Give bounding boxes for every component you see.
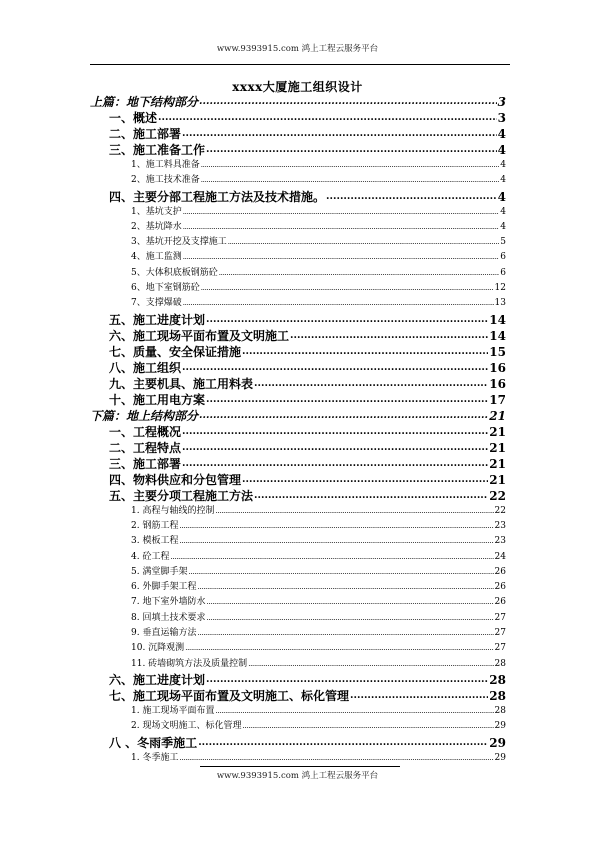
toc-dot-leader	[179, 519, 493, 534]
toc-entry-sec[interactable]	[90, 672, 506, 688]
toc-entry-sub[interactable]	[90, 719, 506, 734]
toc-entry-title: 2. 现场文明施工、标化管理	[131, 721, 242, 732]
toc-entry-title: 10. 沉降观测	[131, 643, 185, 654]
toc-dot-leader	[206, 392, 488, 408]
toc-entry-title: 2. 钢筋工程	[131, 520, 179, 531]
toc-entry-sec[interactable]	[90, 142, 506, 158]
toc-entry-sub[interactable]	[90, 504, 506, 519]
toc-entry-sec[interactable]	[90, 488, 506, 504]
toc-entry-sec[interactable]	[90, 110, 506, 126]
toc-entry-title: 7、支撑爆破	[131, 298, 182, 309]
toc-entry-title: 六、施工现场平面布置及文明施工	[109, 328, 290, 343]
toc-entry-sub[interactable]	[90, 235, 506, 250]
toc-dot-leader	[199, 408, 488, 424]
toc-dot-leader	[182, 360, 488, 376]
toc-entry-title: 2、基坑降水	[131, 221, 182, 232]
toc-entry-sec[interactable]	[90, 688, 506, 704]
toc-page-number: 17	[489, 392, 506, 407]
toc-dot-leader	[201, 173, 500, 188]
toc-entry-title: 一、概述	[109, 111, 158, 125]
toc-entry-sub[interactable]	[90, 519, 506, 534]
toc-page-number: 27	[494, 612, 506, 623]
toc-page-number: 21	[489, 472, 506, 487]
toc-entry-sec[interactable]	[90, 344, 506, 360]
toc-entry-title: 上篇：地下结构部分	[90, 95, 199, 109]
page-header: www.9393915.com 鸿上工程云服务平台	[216, 44, 379, 54]
toc-entry-sub[interactable]	[90, 296, 506, 311]
toc-entry-title: 八、施工组织	[109, 360, 182, 375]
table-of-contents	[90, 94, 506, 766]
toc-entry-title: 8. 回填土技术要求	[131, 612, 206, 623]
toc-entry-sub[interactable]	[90, 611, 506, 626]
toc-entry-sub[interactable]	[90, 565, 506, 580]
toc-dot-leader	[183, 250, 500, 265]
toc-page-number: 23	[494, 536, 506, 547]
toc-entry-title: 4、施工监测	[131, 252, 182, 263]
toc-dot-leader	[206, 312, 488, 328]
toc-entry-title: 4. 砼工程	[131, 551, 170, 562]
toc-page-number: 15	[489, 344, 506, 359]
toc-page-number: 26	[494, 582, 506, 593]
toc-page-number: 28	[489, 672, 506, 687]
toc-page-number: 29	[494, 752, 506, 763]
toc-dot-leader	[182, 440, 488, 456]
toc-entry-title: 9. 垂直运输方法	[131, 628, 197, 639]
header-rule	[90, 64, 510, 65]
page-footer: www.9393915.com 鸿上工程云服务平台	[216, 771, 379, 781]
toc-page-number: 26	[494, 566, 506, 577]
toc-entry-title: 九、主要机具、施工用料表	[109, 376, 254, 391]
toc-entry-sub[interactable]	[90, 534, 506, 549]
toc-dot-leader	[201, 158, 500, 173]
toc-entry-title: 六、施工进度计划	[109, 672, 206, 687]
toc-page-number: 21	[489, 408, 506, 423]
toc-entry-title: 四、物料供应和分包管理	[109, 472, 242, 487]
toc-entry-sub[interactable]	[90, 205, 506, 220]
toc-entry-title: 11. 砖墙砌筑方法及质量控制	[131, 658, 248, 669]
toc-dot-leader	[182, 126, 497, 142]
toc-page-number: 28	[494, 658, 506, 669]
toc-dot-leader	[254, 376, 488, 392]
toc-dot-leader	[206, 142, 497, 158]
toc-entry-sec[interactable]	[90, 472, 506, 488]
toc-dot-leader	[215, 504, 493, 519]
toc-entry-sec[interactable]	[90, 328, 506, 344]
toc-page-number: 27	[494, 628, 506, 639]
toc-entry-sub[interactable]	[90, 641, 506, 656]
toc-dot-leader	[206, 595, 493, 610]
toc-entry-title: 3. 模板工程	[131, 536, 179, 547]
toc-entry-title: 十、施工用电方案	[109, 392, 206, 407]
toc-dot-leader	[183, 296, 494, 311]
toc-entry-sec[interactable]	[90, 360, 506, 376]
toc-page-number: 22	[494, 505, 506, 516]
toc-page-number: 5	[500, 237, 506, 248]
toc-entry-sec[interactable]	[90, 735, 506, 751]
toc-page-number: 4	[497, 189, 506, 204]
toc-entry-sub[interactable]	[90, 266, 506, 281]
toc-entry-part[interactable]	[90, 408, 506, 424]
toc-dot-leader	[179, 751, 493, 766]
toc-page-number: 6	[500, 252, 506, 263]
toc-page-number: 16	[489, 360, 506, 375]
toc-entry-sec[interactable]	[90, 312, 506, 328]
toc-entry-title: 三、施工部署	[109, 456, 182, 471]
toc-entry-sub[interactable]	[90, 281, 506, 296]
toc-dot-leader	[197, 626, 493, 641]
toc-page-number: 28	[489, 688, 506, 703]
toc-entry-sub[interactable]	[90, 657, 506, 672]
toc-dot-leader	[201, 281, 494, 296]
toc-entry-sub[interactable]	[90, 580, 506, 595]
toc-dot-leader	[182, 424, 488, 440]
toc-entry-title: 二、工程特点	[109, 440, 182, 455]
toc-page-number: 12	[494, 283, 506, 294]
toc-entry-sec[interactable]	[90, 440, 506, 456]
toc-dot-leader	[326, 189, 497, 205]
toc-page-number: 23	[494, 520, 506, 531]
toc-page-number: 4	[497, 127, 506, 141]
toc-page-number: 4	[500, 221, 506, 232]
toc-page-number: 14	[489, 328, 506, 343]
toc-dot-leader	[206, 672, 488, 688]
toc-entry-part[interactable]	[90, 94, 506, 110]
toc-dot-leader	[206, 611, 493, 626]
toc-entry-sub[interactable]	[90, 626, 506, 641]
toc-entry-title: 6. 外脚手架工程	[131, 582, 197, 593]
footer-rule	[200, 766, 400, 767]
toc-dot-leader	[248, 657, 493, 672]
toc-page-number: 4	[500, 206, 506, 217]
toc-dot-leader	[290, 328, 488, 344]
toc-entry-title: 七、质量、安全保证措施	[109, 344, 242, 359]
toc-entry-sub[interactable]	[90, 704, 506, 719]
toc-page-number: 16	[489, 376, 506, 391]
toc-entry-title: 1、施工料具准备	[131, 160, 200, 170]
toc-dot-leader	[183, 220, 500, 235]
toc-entry-title: 2、施工技术准备	[131, 175, 200, 186]
toc-entry-title: 1. 高程与轴线的控制	[131, 505, 215, 516]
toc-dot-leader	[183, 205, 500, 220]
toc-entry-sec[interactable]	[90, 456, 506, 472]
toc-entry-sub[interactable]	[90, 220, 506, 235]
toc-entry-title: 一、工程概况	[109, 424, 182, 439]
toc-entry-title: 5、大体积底板钢筋砼	[131, 267, 218, 278]
toc-entry-title: 三、施工准备工作	[109, 143, 206, 157]
toc-entry-title: 7. 地下室外墙防水	[131, 597, 206, 608]
toc-entry-title: 四、主要分部工程施工方法及技术措施。	[109, 189, 326, 204]
toc-dot-leader	[158, 110, 497, 126]
toc-entry-title: 1. 施工现场平面布置	[131, 705, 215, 716]
toc-page-number: 28	[494, 705, 506, 716]
toc-page-number: 27	[494, 643, 506, 654]
toc-entry-sub[interactable]	[90, 550, 506, 565]
toc-page-number: 22	[489, 488, 506, 503]
toc-dot-leader	[188, 565, 493, 580]
toc-entry-sec[interactable]	[90, 424, 506, 440]
toc-entry-title: 1. 冬季施工	[131, 752, 179, 763]
toc-page-number: 6	[500, 267, 506, 278]
toc-dot-leader	[185, 641, 493, 656]
toc-entry-title: 6、地下室钢筋砼	[131, 283, 200, 294]
toc-page-number: 4	[500, 160, 506, 170]
toc-entry-sec[interactable]	[90, 392, 506, 408]
toc-page-number: 13	[494, 298, 506, 309]
toc-page-number: 21	[489, 424, 506, 439]
toc-entry-sec[interactable]	[90, 126, 506, 142]
toc-entry-sub[interactable]	[90, 173, 506, 188]
toc-dot-leader	[198, 735, 488, 751]
toc-dot-leader	[170, 550, 493, 565]
toc-dot-leader	[179, 534, 493, 549]
toc-dot-leader	[242, 344, 488, 360]
toc-page-number: 21	[489, 440, 506, 455]
toc-page-number: 26	[494, 597, 506, 608]
toc-dot-leader	[197, 580, 493, 595]
toc-dot-leader	[350, 688, 488, 704]
toc-dot-leader	[242, 719, 493, 734]
toc-dot-leader	[215, 704, 493, 719]
toc-page-number: 14	[489, 312, 506, 327]
toc-entry-title: 八 、冬雨季施工	[109, 735, 198, 750]
toc-entry-title: 5. 满堂脚手架	[131, 566, 188, 577]
toc-dot-leader	[228, 235, 500, 250]
toc-entry-title: 五、主要分项工程施工方法	[109, 488, 254, 503]
toc-dot-leader	[254, 488, 488, 504]
toc-page-number: 21	[489, 456, 506, 471]
toc-entry-sec[interactable]	[90, 376, 506, 392]
toc-page-number: 3	[497, 95, 506, 109]
toc-page-number: 3	[497, 111, 506, 125]
document-title: xxxx大厦施工组织设计	[232, 80, 363, 94]
toc-page-number: 24	[494, 551, 506, 562]
toc-entry-title: 1、基坑支护	[131, 206, 182, 217]
toc-entry-sub[interactable]	[90, 751, 506, 766]
toc-dot-leader	[199, 94, 497, 110]
toc-page-number: 4	[497, 143, 506, 157]
toc-entry-title: 二、施工部署	[109, 127, 182, 141]
toc-entry-sub[interactable]	[90, 158, 506, 173]
toc-entry-sec[interactable]	[90, 189, 506, 205]
toc-entry-sub[interactable]	[90, 250, 506, 265]
toc-entry-title: 七、施工现场平面布置及文明施工、标化管理	[109, 688, 350, 703]
toc-entry-title: 下篇：地上结构部分	[90, 408, 199, 423]
toc-page-number: 29	[489, 735, 506, 750]
toc-page-number: 4	[500, 175, 506, 186]
toc-dot-leader	[219, 266, 500, 281]
toc-dot-leader	[182, 456, 488, 472]
toc-entry-sub[interactable]	[90, 595, 506, 610]
toc-entry-title: 五、施工进度计划	[109, 312, 206, 327]
toc-dot-leader	[242, 472, 488, 488]
toc-page-number: 29	[494, 721, 506, 732]
toc-entry-title: 3、基坑开挖及支撑施工	[131, 237, 227, 248]
